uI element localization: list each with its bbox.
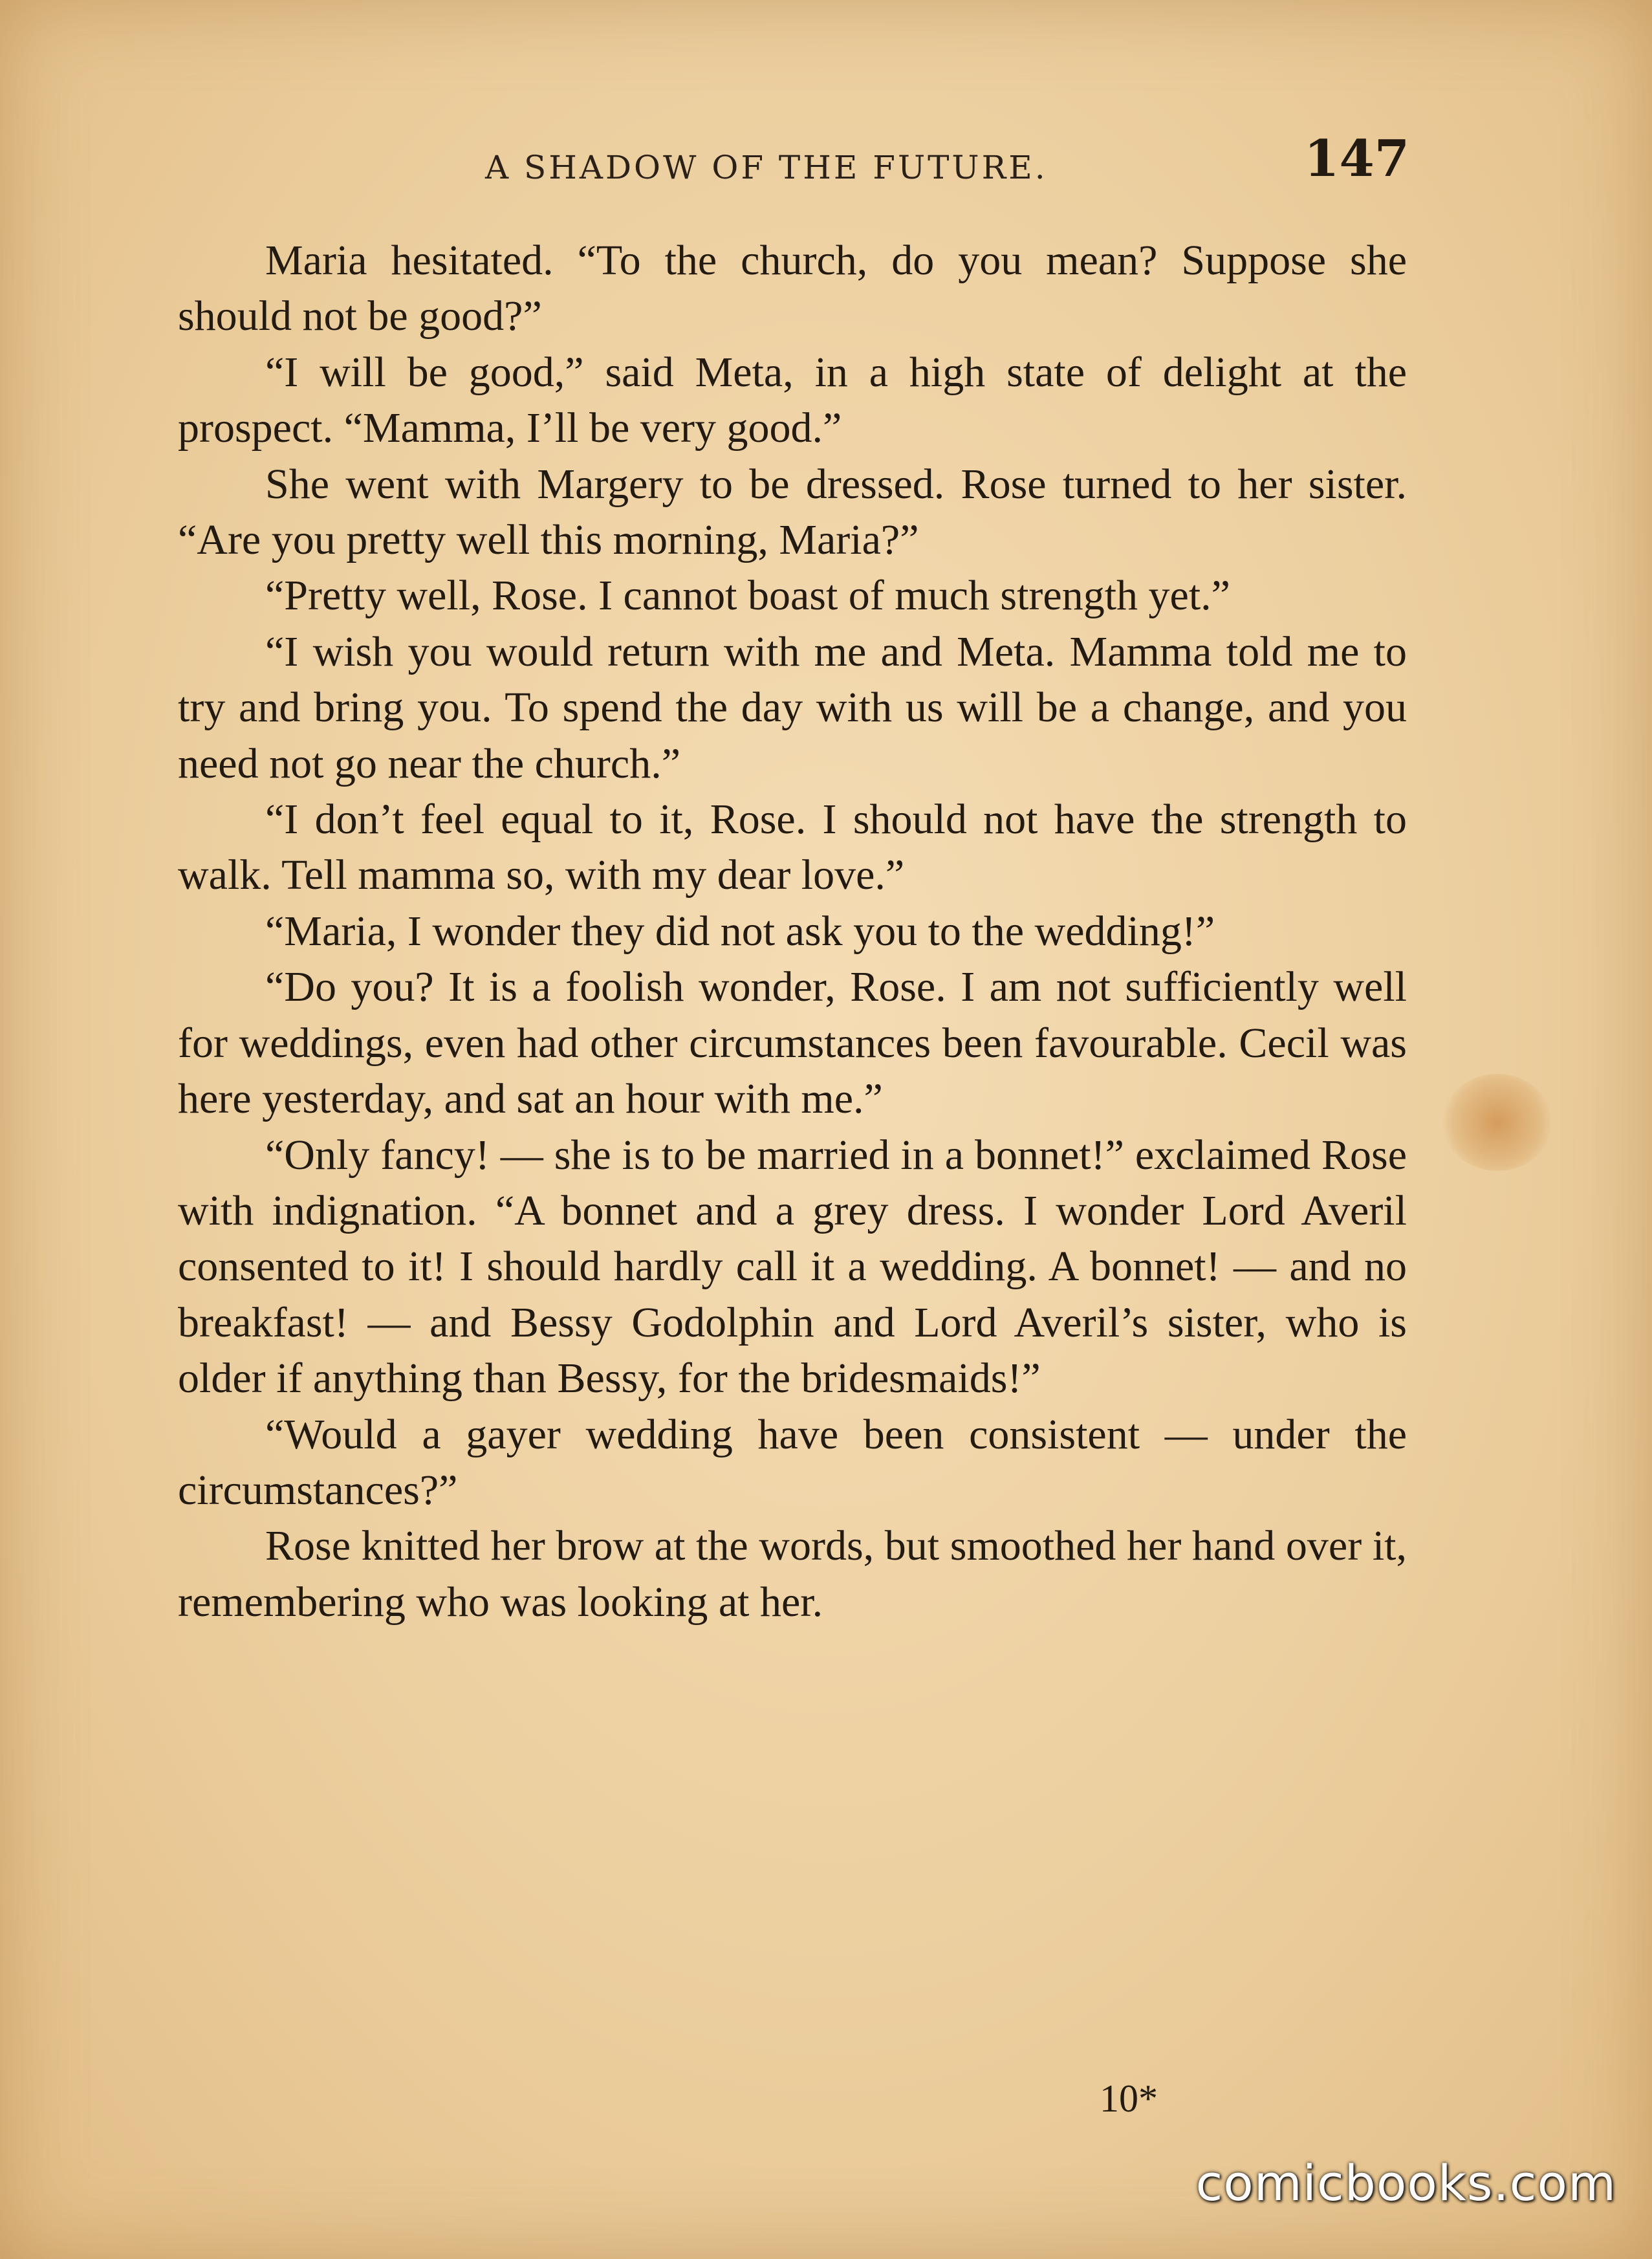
paragraph: “Do you? It is a foolish wonder, Rose. I am not sufficiently well for weddings, even had other circumstances been favourable. Cecil was here yesterday, and sat an hour with me.” <box>178 963 1407 1123</box>
paragraph: She went with Margery to be dressed. Rose turned to her sister. “Are you pretty well this morning, Maria?” <box>178 460 1407 564</box>
foxing-stain <box>1442 1074 1552 1171</box>
body-text <box>178 233 1407 1630</box>
paragraph: Rose knitted her brow at the words, but smoothed her hand over it, remembering who was looking at her. <box>178 1522 1407 1626</box>
paragraph: Maria hesitated. “To the church, do you mean? Suppose she should not be good?” <box>178 237 1407 340</box>
paragraph: “I don’t feel equal to it, Rose. I should not have the strength to walk. Tell mamma so, with my dear love.” <box>178 796 1407 899</box>
paragraph: “Maria, I wonder they did not ask you to the wedding!” <box>265 907 1215 955</box>
paragraph: “Pretty well, Rose. I cannot boast of much strength yet.” <box>265 572 1230 620</box>
page-header <box>0 129 1652 201</box>
paragraph: “I will be good,” said Meta, in a high state of delight at the prospect. “Mamma, I’ll be very good.” <box>178 348 1407 452</box>
watermark: comicbooks.com <box>1195 2154 1616 2212</box>
paragraph: “I wish you would return with me and Meta. Mamma told me to try and bring you. To spend the day with us will be a change, and you need not go near the church.” <box>178 628 1407 787</box>
page-number: 147 <box>1304 129 1409 188</box>
signature-mark: 10* <box>1100 2077 1158 2120</box>
paragraph: “Would a gayer wedding have been consistent — under the circumstances?” <box>178 1410 1407 1514</box>
paragraph: “Only fancy! — she is to be married in a bonnet!” exclaimed Rose with indignation. “A bonnet and a grey dress. I wonder Lord Averil consented to it! I should hardly call it a wedding. A bonnet! — and no breakfast! — and Bessy Godolphin and Lord Averil’s sister, who is older if anything than Bessy, for the bridesmaids!” <box>178 1131 1407 1402</box>
running-title: A SHADOW OF THE FUTURE. <box>485 149 1048 186</box>
